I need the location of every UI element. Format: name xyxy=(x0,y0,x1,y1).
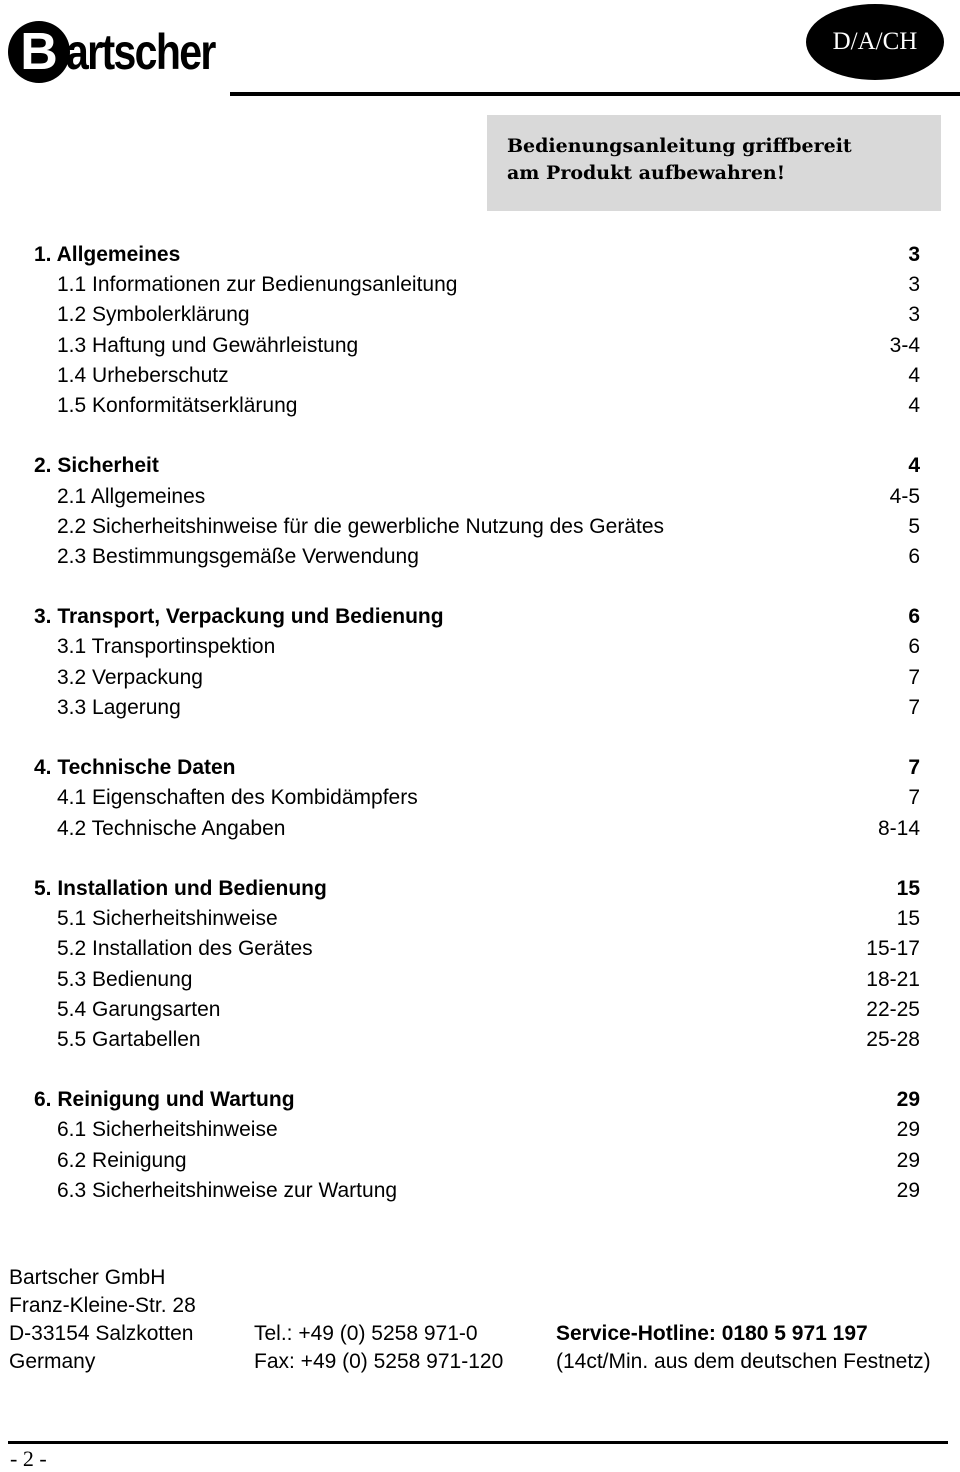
toc-entry-title: 2.3 Bestimmungsgemäße Verwendung xyxy=(57,544,419,568)
toc-spacer xyxy=(0,1055,960,1085)
toc-entry-page: 15-17 xyxy=(866,937,920,961)
toc-entry-page: 22-25 xyxy=(866,997,920,1021)
toc-entry-title: 6.3 Sicherheitshinweise zur Wartung xyxy=(57,1178,398,1202)
toc-section[interactable] xyxy=(0,783,960,813)
hotline-note: (14ct/Min. aus dem deutschen Festnetz) xyxy=(556,1350,931,1373)
toc-section[interactable] xyxy=(0,300,960,330)
toc-entry-page: 3 xyxy=(908,303,920,327)
footer-divider xyxy=(8,1441,948,1444)
toc-entry-title: 1.2 Symbolerklärung xyxy=(57,303,250,327)
toc-entry-page: 7 xyxy=(908,756,920,780)
toc-spacer xyxy=(0,572,960,602)
toc-chapter[interactable] xyxy=(0,451,960,481)
toc-entry-title: 5.3 Bedienung xyxy=(57,967,193,991)
toc-section[interactable] xyxy=(0,1176,960,1206)
toc-section[interactable] xyxy=(0,663,960,693)
toc-section[interactable] xyxy=(0,542,960,572)
toc-entry-page: 25-28 xyxy=(866,1027,920,1051)
toc-spacer xyxy=(0,723,960,753)
toc-section[interactable] xyxy=(0,361,960,391)
toc-entry-page: 6 xyxy=(908,635,920,659)
company-street: Franz-Kleine-Str. 28 xyxy=(9,1294,196,1317)
toc-chapter[interactable] xyxy=(0,240,960,270)
service-hotline: Service-Hotline: 0180 5 971 197 xyxy=(556,1322,868,1345)
toc-section[interactable] xyxy=(0,331,960,361)
toc-entry-page: 7 xyxy=(908,695,920,719)
company-country: Germany xyxy=(9,1350,96,1373)
bartscher-logo xyxy=(8,12,247,92)
toc-entry-title: 5.2 Installation des Gerätes xyxy=(57,937,313,961)
toc-entry-title: 1.1 Informationen zur Bedienungsanleitung xyxy=(57,273,458,297)
toc-section[interactable] xyxy=(0,965,960,995)
toc-entry-title: 6. Reinigung und Wartung xyxy=(34,1088,295,1112)
company-tel: Tel.: +49 (0) 5258 971-0 xyxy=(254,1322,478,1345)
company-fax: Fax: +49 (0) 5258 971-120 xyxy=(254,1350,504,1373)
toc-entry-page: 4 xyxy=(908,454,920,478)
notice-line-1: Bedienungsanleitung griffbereit xyxy=(507,135,852,157)
toc-entry-title: 1.4 Urheberschutz xyxy=(57,363,229,387)
toc-section[interactable] xyxy=(0,814,960,844)
toc-entry-page: 15 xyxy=(896,876,920,900)
toc-section[interactable] xyxy=(0,904,960,934)
toc-entry-title: 3.1 Transportinspektion xyxy=(57,635,276,659)
toc-entry-title: 4.2 Technische Angaben xyxy=(57,816,286,840)
company-city: D-33154 Salzkotten xyxy=(9,1322,194,1345)
toc-entry-title: 5.5 Gartabellen xyxy=(57,1027,201,1051)
toc-entry-page: 4 xyxy=(908,393,920,417)
toc-section[interactable] xyxy=(0,482,960,512)
toc-entry-page: 4 xyxy=(908,363,920,387)
toc-entry-title: 2. Sicherheit xyxy=(34,454,159,478)
toc-entry-title: 6.1 Sicherheitshinweise xyxy=(57,1118,278,1142)
toc-entry-title: 1.3 Haftung und Gewährleistung xyxy=(57,333,359,357)
toc-spacer xyxy=(0,421,960,451)
toc-entry-title: 2.1 Allgemeines xyxy=(57,484,206,508)
toc-entry-title: 3. Transport, Verpackung und Bedienung xyxy=(34,605,444,629)
toc-entry-page: 3-4 xyxy=(889,333,920,357)
toc-section[interactable] xyxy=(0,1115,960,1145)
toc-entry-page: 29 xyxy=(896,1148,920,1172)
toc-section[interactable] xyxy=(0,632,960,662)
toc-entry-page: 3 xyxy=(908,273,920,297)
company-contact xyxy=(9,1264,960,1376)
company-name: Bartscher GmbH xyxy=(9,1266,166,1289)
toc-entry-title: 6.2 Reinigung xyxy=(57,1148,187,1172)
toc-section[interactable] xyxy=(0,995,960,1025)
toc-chapter[interactable] xyxy=(0,1085,960,1115)
toc-section[interactable] xyxy=(0,693,960,723)
toc-chapter[interactable] xyxy=(0,602,960,632)
toc-section[interactable] xyxy=(0,1025,960,1055)
toc-entry-page: 29 xyxy=(896,1178,920,1202)
toc-section[interactable] xyxy=(0,270,960,300)
toc-entry-page: 6 xyxy=(908,544,920,568)
notice-line-2: am Produkt aufbewahren! xyxy=(507,162,786,184)
notice-box xyxy=(487,115,941,211)
toc-entry-title: 5.4 Garungsarten xyxy=(57,997,221,1021)
toc-entry-title: 1.5 Konformitätserklärung xyxy=(57,393,298,417)
toc-entry-page: 8-14 xyxy=(877,816,920,840)
toc-entry-title: 1. Allgemeines xyxy=(34,243,181,266)
toc-entry-page: 15 xyxy=(896,907,920,931)
toc-entry-title: 3.3 Lagerung xyxy=(57,695,181,719)
logo-wordmark: artscher xyxy=(66,24,215,80)
toc-entry-page: 18-21 xyxy=(866,967,920,991)
page-number: - 2 - xyxy=(10,1446,47,1471)
toc-spacer xyxy=(0,844,960,874)
toc-entry-page: 29 xyxy=(896,1118,920,1142)
toc-entry-title: 4. Technische Daten xyxy=(34,756,236,780)
header-divider xyxy=(230,92,960,96)
toc-entry-page: 7 xyxy=(908,665,920,689)
toc-entry-title: 2.2 Sicherheitshinweise für die gewerbliche Nutzung des Gerätes xyxy=(57,514,665,538)
toc-entry-page: 5 xyxy=(908,514,920,538)
toc-section[interactable] xyxy=(0,934,960,964)
toc-entry-page: 3 xyxy=(908,243,920,266)
toc-entry-title: 3.2 Verpackung xyxy=(57,665,203,689)
region-badge: D/A/CH xyxy=(806,4,944,80)
toc-entry-page: 4-5 xyxy=(889,484,920,508)
toc-section[interactable] xyxy=(0,512,960,542)
logo-initial: B xyxy=(8,21,70,83)
toc-entry-title: 5. Installation und Bedienung xyxy=(34,876,327,900)
table-of-contents xyxy=(0,240,960,1206)
toc-section[interactable] xyxy=(0,391,960,421)
toc-section[interactable] xyxy=(0,1146,960,1176)
toc-entry-page: 29 xyxy=(896,1088,920,1112)
toc-chapter[interactable] xyxy=(0,874,960,904)
toc-entry-page: 6 xyxy=(908,605,920,629)
toc-entry-title: 5.1 Sicherheitshinweise xyxy=(57,907,278,931)
toc-entry-page: 7 xyxy=(908,786,920,810)
toc-chapter[interactable] xyxy=(0,753,960,783)
toc-entry-title: 4.1 Eigenschaften des Kombidämpfers xyxy=(57,786,418,810)
